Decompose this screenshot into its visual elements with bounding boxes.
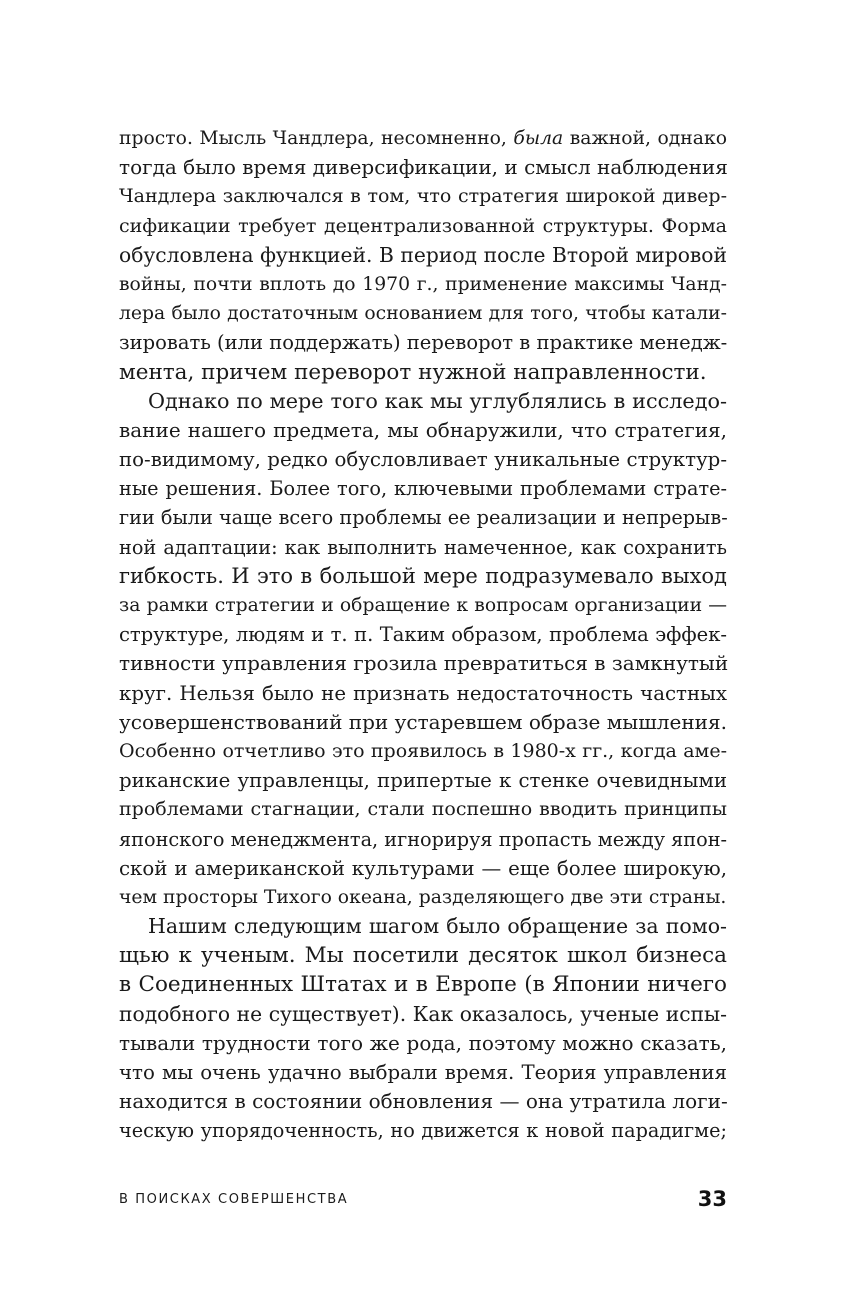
text-line: щью к ученым. Мы посетили десяток школ бизнеса — [119, 943, 727, 969]
page-number: 33 — [697, 1187, 727, 1211]
emphasis: была — [513, 128, 564, 149]
text-line: подобного не существует). Как оказалось, ученые испы- — [119, 1001, 727, 1026]
text-line: Однако по мере того как мы углублялись в исследо- — [148, 388, 727, 413]
text-line: ной адаптации: как выполнить намеченное, как сохранить — [119, 535, 727, 559]
text-line: Чандлера заключался в том, что стратегия широкой дивер- — [119, 185, 727, 208]
text-segment: важной, однако — [563, 128, 727, 149]
text-line: обусловлена функцией. В период после Второй мировой — [119, 242, 727, 267]
text-line: ческую упорядоченность, но движется к новой парадигме; — [119, 1119, 727, 1143]
text-line: находится в состоянии обновления — она утратила логи- — [119, 1089, 728, 1114]
text-line: тивности управления грозила превратиться в замкнутый — [119, 651, 729, 676]
text-line: японского менеджмента, игнорируя пропасть между япон- — [119, 827, 728, 851]
text-line: проблемами стагнации, стали поспешно вводить принципы — [119, 798, 727, 821]
text-line: лера было достаточным основанием для того, чтобы катали- — [119, 303, 727, 325]
running-title: В ПОИСКАХ СОВЕРШЕНСТВА — [119, 1192, 349, 1207]
body-text — [119, 124, 727, 1146]
text-line: ные решения. Более того, ключевыми проблемами страте- — [119, 477, 727, 501]
text-line: что мы очень удачно выбрали время. Теория управления — [119, 1061, 727, 1084]
text-line: гии были чаще всего проблемы ее реализации и непрерыв- — [119, 506, 728, 530]
text-line: Особенно отчетливо это проявилось в 1980-х гг., когда аме- — [119, 739, 727, 762]
text-line: по-видимому, редко обусловливает уникальные структур- — [119, 448, 727, 472]
text-line: войны, почти вплоть до 1970 г., применение максимы Чанд- — [119, 273, 727, 295]
text-segment: просто. Мысль Чандлера, несомненно, — [119, 128, 514, 149]
text-line: сификации требует децентрализованной структуры. Форма — [119, 214, 727, 237]
text-line: круг. Нельзя было не признать недостаточность частных — [119, 681, 727, 705]
text-line — [119, 124, 727, 153]
text-line: чем просторы Тихого океана, разделяющего две эти страны. — [119, 886, 727, 908]
text-line: структуре, людям и т. п. Таким образом, проблема эффек- — [119, 623, 727, 647]
text-line: тогда было время диверсификации, и смысл наблюдения — [119, 155, 728, 180]
text-line: за рамки стратегии и обращение к вопросам организации — — [119, 595, 727, 616]
text-line: ской и американской культурами — еще более широкую, — [119, 856, 727, 880]
text-line: тывали трудности того же рода, поэтому можно сказать, — [119, 1030, 727, 1055]
text-line: Нашим следующим шагом было обращение за помо- — [148, 914, 727, 939]
page-footer — [119, 1187, 727, 1217]
text-line: риканские управленцы, припертые к стенке очевидными — [119, 769, 727, 793]
text-line: зировать (или поддержать) переворот в практике менедж- — [119, 331, 728, 355]
text-line: усовершенствований при устаревшем образе мышления. — [119, 709, 727, 734]
text-line: в Соединенных Штатах и в Европе (в Японии ничего — [119, 972, 727, 998]
text-line: гибкость. И это в большой мере подразумевало выход — [119, 563, 727, 588]
text-line: вание нашего предмета, мы обнаружили, что стратегия, — [119, 417, 727, 442]
text-line: мента, причем переворот нужной направленности. — [119, 359, 707, 385]
